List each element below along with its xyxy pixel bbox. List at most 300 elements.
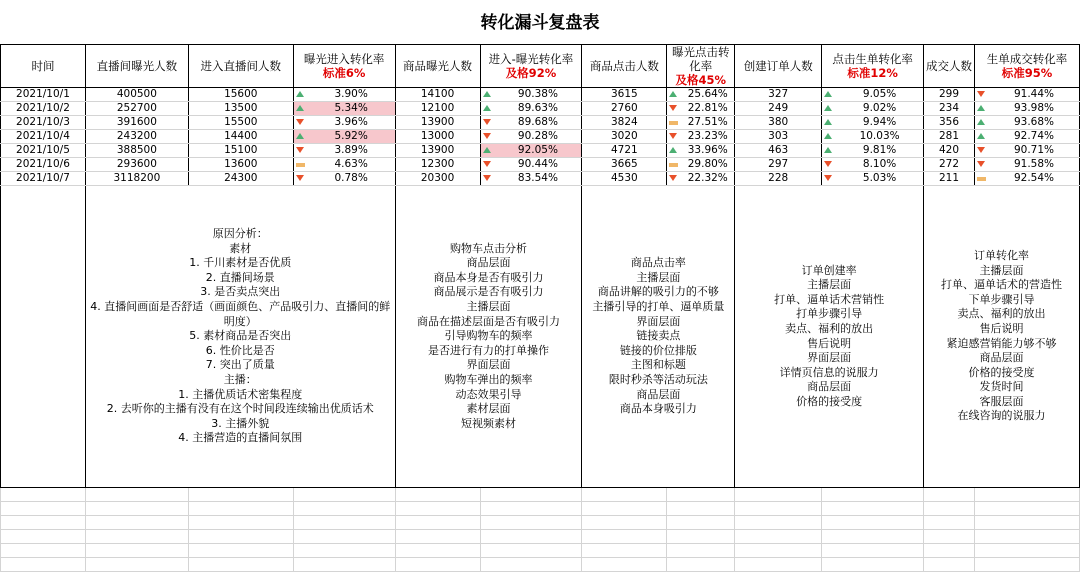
note-line: 详情页信息的说服力	[779, 365, 879, 379]
cell-click-rate[interactable]	[667, 130, 735, 144]
trend-down-icon	[977, 91, 985, 97]
trend-down-icon	[824, 175, 832, 181]
cell-exposure[interactable]: 400500	[85, 88, 188, 102]
header-exposure[interactable]: 直播间曝光人数	[85, 45, 188, 88]
cell-orders[interactable]: 228	[735, 172, 822, 186]
cell-order-rate[interactable]	[822, 102, 924, 116]
rate-value: 90.28%	[517, 130, 558, 142]
empty-cell[interactable]	[974, 488, 1079, 502]
rate-value: 89.63%	[517, 102, 558, 114]
rate-value: 9.02%	[862, 102, 897, 114]
cell-order-rate[interactable]	[822, 172, 924, 186]
empty-cell[interactable]	[480, 488, 582, 502]
empty-row	[1, 530, 1080, 544]
note-line: 打单、逼单话术的营造性	[941, 278, 1063, 292]
empty-cell[interactable]	[1, 516, 86, 530]
rate-value: 9.05%	[862, 88, 897, 100]
cell-exposure[interactable]: 3118200	[85, 172, 188, 186]
cell-deals[interactable]: 281	[924, 130, 975, 144]
empty-cell[interactable]	[735, 502, 822, 516]
trend-up-icon	[669, 147, 677, 153]
cell-goods-exposure[interactable]: 12100	[395, 102, 480, 116]
note-line: 商品在描述层面是否有吸引力	[417, 314, 560, 328]
note-line: 商品层面	[807, 380, 852, 394]
note-line: 素材	[229, 241, 252, 255]
note-line: 界面层面	[636, 314, 681, 328]
note-line: 打单步骤引导	[796, 307, 863, 321]
cell-orders[interactable]: 463	[735, 144, 822, 158]
empty-cell[interactable]	[924, 488, 975, 502]
cell-clicks[interactable]: 3665	[582, 158, 667, 172]
cell-exposure-enter-rate[interactable]	[293, 144, 395, 158]
trend-down-icon	[296, 175, 304, 181]
rate-value: 9.81%	[862, 144, 897, 156]
standard-label: 标准95%	[1001, 66, 1053, 80]
cell-exposure[interactable]: 391600	[85, 116, 188, 130]
note-line: 4. 主播营造的直播间氛围	[178, 431, 303, 445]
cell-goods-exposure[interactable]: 13900	[395, 144, 480, 158]
cell-date[interactable]: 2021/10/4	[1, 130, 86, 144]
cell-enter[interactable]: 13500	[188, 102, 293, 116]
note-line: 5. 素材商品是否突出	[189, 329, 292, 343]
cell-exposure[interactable]: 293600	[85, 158, 188, 172]
note-line: 是否进行有力的打单操作	[428, 343, 549, 357]
cell-clicks[interactable]: 3824	[582, 116, 667, 130]
cell-enter-exposure-rate[interactable]	[480, 158, 582, 172]
note-line: 素材层面	[466, 402, 511, 416]
empty-cell[interactable]	[924, 544, 975, 558]
standard-label: 标准12%	[847, 66, 898, 80]
cell-deal-rate[interactable]	[974, 88, 1079, 102]
table-row	[1, 130, 1080, 144]
rate-value: 91.44%	[1013, 88, 1055, 100]
cell-deal-rate[interactable]	[974, 130, 1079, 144]
cell-goods-exposure[interactable]: 13900	[395, 116, 480, 130]
empty-cell[interactable]	[924, 530, 975, 544]
rate-value: 93.68%	[1013, 116, 1055, 128]
cell-clicks[interactable]: 4721	[582, 144, 667, 158]
trend-up-icon	[824, 119, 832, 125]
cell-clicks[interactable]: 4530	[582, 172, 667, 186]
cell-order-rate[interactable]	[822, 144, 924, 158]
cell-deal-rate[interactable]	[974, 172, 1079, 186]
note-line: 2. 直播间场景	[205, 270, 275, 284]
note-line: 商品本身吸引力	[619, 402, 697, 416]
trend-flat-icon	[669, 163, 678, 167]
cell-exposure-enter-rate[interactable]	[293, 158, 395, 172]
note-line: 主播引导的打单、逼单质量	[592, 300, 725, 314]
cell-orders[interactable]: 249	[735, 102, 822, 116]
note-line: 商品层面	[636, 387, 681, 401]
empty-cell[interactable]	[1, 488, 86, 502]
cell-enter-exposure-rate[interactable]	[480, 88, 582, 102]
cell-deals[interactable]: 234	[924, 102, 975, 116]
funnel-table	[0, 44, 1080, 572]
rate-value: 0.78%	[334, 172, 368, 184]
cell-deals[interactable]: 299	[924, 88, 975, 102]
notes-blank[interactable]	[1, 186, 86, 488]
note-line: 6. 性价比是否	[205, 343, 275, 357]
note-line: 2. 去听你的主播有没有在这个时间段连续输出优质话术	[106, 402, 374, 416]
cell-orders[interactable]: 303	[735, 130, 822, 144]
trend-down-icon	[296, 119, 304, 125]
rate-value: 90.38%	[517, 88, 558, 100]
cell-enter[interactable]: 15600	[188, 88, 293, 102]
standard-label: 及格92%	[505, 66, 557, 80]
empty-cell[interactable]	[822, 558, 924, 572]
note-line: 4. 直播间画面是否舒适（画面颜色、产品吸引力、直播间的鲜明度）	[90, 300, 391, 328]
cell-deals[interactable]: 420	[924, 144, 975, 158]
empty-cell[interactable]	[395, 530, 480, 544]
note-line: 商品层面	[979, 351, 1024, 365]
trend-flat-icon	[669, 121, 678, 125]
rate-value: 83.54%	[517, 172, 558, 184]
note-line: 原因分析：	[212, 227, 268, 241]
empty-cell[interactable]	[822, 516, 924, 530]
cell-click-rate[interactable]	[667, 144, 735, 158]
empty-cell[interactable]	[822, 544, 924, 558]
cell-click-rate[interactable]	[667, 102, 735, 116]
empty-cell[interactable]	[85, 488, 188, 502]
note-line: 客服层面	[979, 394, 1024, 408]
cell-enter[interactable]: 24300	[188, 172, 293, 186]
trend-up-icon	[483, 91, 491, 97]
note-line: 购物车弹出的频率	[444, 372, 533, 386]
rate-value: 4.63%	[334, 158, 368, 170]
empty-cell[interactable]	[822, 530, 924, 544]
empty-cell[interactable]	[188, 516, 293, 530]
cell-exposure-enter-rate[interactable]	[293, 102, 395, 116]
notes-row	[1, 186, 1080, 488]
note-line: 7. 突出了质量	[205, 358, 275, 372]
empty-cell[interactable]	[1, 530, 86, 544]
cell-exposure-enter-rate[interactable]	[293, 172, 395, 186]
note-line: 商品讲解的吸引力的不够	[597, 285, 719, 299]
empty-cell[interactable]	[293, 558, 395, 572]
empty-row	[1, 544, 1080, 558]
cell-deal-rate[interactable]	[974, 102, 1079, 116]
rate-value: 5.03%	[862, 172, 897, 184]
cell-enter[interactable]: 15100	[188, 144, 293, 158]
empty-cell[interactable]	[480, 558, 582, 572]
empty-cell[interactable]	[735, 530, 822, 544]
cell-deals[interactable]: 356	[924, 116, 975, 130]
trend-up-icon	[296, 91, 304, 97]
cell-deal-rate[interactable]	[974, 158, 1079, 172]
trend-down-icon	[483, 161, 491, 167]
note-line: 动态效果引导	[455, 387, 522, 401]
note-line: 链接的价位排版	[619, 343, 697, 357]
table-row	[1, 88, 1080, 102]
trend-up-icon	[483, 147, 491, 153]
header-row	[1, 45, 1080, 88]
trend-down-icon	[483, 133, 491, 139]
empty-row	[1, 502, 1080, 516]
header-date[interactable]: 时间	[1, 45, 86, 88]
empty-cell[interactable]	[667, 530, 735, 544]
empty-cell[interactable]	[667, 544, 735, 558]
header-enter-exposure-rate[interactable]: 进入-曝光转化率 及格92%	[480, 45, 582, 88]
note-line: 订单创建率	[801, 263, 857, 277]
empty-cell[interactable]	[1, 502, 86, 516]
cell-orders[interactable]: 380	[735, 116, 822, 130]
cell-exposure-enter-rate[interactable]	[293, 88, 395, 102]
rate-value: 22.32%	[687, 172, 728, 184]
cell-clicks[interactable]: 3020	[582, 130, 667, 144]
cell-exposure-enter-rate[interactable]	[293, 116, 395, 130]
empty-cell[interactable]	[85, 502, 188, 516]
note-line: 3. 主播外貌	[211, 416, 270, 430]
note-line: 限时秒杀等活动玩法	[608, 372, 708, 386]
empty-cell[interactable]	[85, 530, 188, 544]
cell-order-rate[interactable]	[822, 130, 924, 144]
cell-clicks[interactable]: 2760	[582, 102, 667, 116]
cell-click-rate[interactable]	[667, 172, 735, 186]
trend-up-icon	[824, 147, 832, 153]
empty-cell[interactable]	[582, 544, 667, 558]
empty-cell[interactable]	[924, 558, 975, 572]
empty-cell[interactable]	[480, 544, 582, 558]
cell-exposure-enter-rate[interactable]	[293, 130, 395, 144]
empty-cell[interactable]	[480, 502, 582, 516]
note-line: 卖点、福利的放出	[785, 321, 874, 335]
rate-value: 25.64%	[687, 88, 728, 100]
cell-order-rate[interactable]	[822, 116, 924, 130]
empty-cell[interactable]	[735, 558, 822, 572]
empty-cell[interactable]	[667, 558, 735, 572]
table-row	[1, 144, 1080, 158]
note-line: 下单步骤引导	[968, 292, 1035, 306]
rate-value: 5.34%	[334, 102, 368, 114]
trend-up-icon	[296, 133, 304, 139]
rate-value: 9.94%	[862, 116, 897, 128]
cell-enter-exposure-rate[interactable]	[480, 130, 582, 144]
note-order-create-analysis[interactable]	[735, 186, 924, 488]
note-line: 1. 主播优质话术密集程度	[178, 387, 303, 401]
empty-cell[interactable]	[395, 558, 480, 572]
trend-up-icon	[977, 133, 985, 139]
empty-cell[interactable]	[293, 516, 395, 530]
empty-cell[interactable]	[735, 516, 822, 530]
note-click-analysis[interactable]	[582, 186, 735, 488]
rate-value: 5.92%	[334, 130, 368, 142]
cell-deal-rate[interactable]	[974, 144, 1079, 158]
empty-cell[interactable]	[667, 488, 735, 502]
note-line: 紧迫感营销能力够不够	[946, 336, 1057, 350]
trend-down-icon	[977, 147, 985, 153]
trend-up-icon	[824, 91, 832, 97]
trend-up-icon	[824, 133, 832, 139]
note-line: 打单、逼单话术营销性	[774, 292, 885, 306]
rate-value: 90.44%	[517, 158, 558, 170]
cell-order-rate[interactable]	[822, 158, 924, 172]
rate-value: 27.51%	[687, 116, 728, 128]
note-cart-analysis[interactable]	[395, 186, 582, 488]
rate-value: 90.71%	[1013, 144, 1055, 156]
empty-cell[interactable]	[582, 516, 667, 530]
header-clicks[interactable]: 商品点击人数	[582, 45, 667, 88]
empty-cell[interactable]	[293, 530, 395, 544]
empty-cell[interactable]	[667, 502, 735, 516]
rate-value: 23.23%	[687, 130, 728, 142]
rate-value: 89.68%	[517, 116, 558, 128]
note-line: 界面层面	[807, 351, 852, 365]
note-line: 短视频素材	[461, 416, 516, 430]
empty-cell[interactable]	[582, 530, 667, 544]
note-order-conv-analysis[interactable]	[924, 186, 1080, 488]
empty-cell[interactable]	[395, 502, 480, 516]
cell-click-rate[interactable]	[667, 88, 735, 102]
empty-cell[interactable]	[582, 502, 667, 516]
cell-orders[interactable]: 327	[735, 88, 822, 102]
note-line: 商品展示是否有吸引力	[433, 285, 544, 299]
cell-exposure[interactable]: 243200	[85, 130, 188, 144]
empty-cell[interactable]	[188, 488, 293, 502]
trend-up-icon	[977, 119, 985, 125]
sheet-title: 转化漏斗复盘表	[480, 13, 600, 33]
trend-down-icon	[296, 147, 304, 153]
note-line: 3. 是否卖点突出	[200, 285, 281, 299]
note-exposure-analysis[interactable]	[85, 186, 395, 488]
rate-value: 92.05%	[517, 144, 558, 156]
cell-date[interactable]: 2021/10/6	[1, 158, 86, 172]
cell-enter[interactable]: 13600	[188, 158, 293, 172]
rate-value: 91.58%	[1013, 158, 1055, 170]
empty-cell[interactable]	[822, 502, 924, 516]
note-line: 1. 千川素材是否优质	[189, 256, 292, 270]
cell-enter[interactable]: 14400	[188, 130, 293, 144]
empty-cell[interactable]	[395, 516, 480, 530]
note-line: 引导购物车的频率	[444, 329, 533, 343]
empty-cell[interactable]	[974, 502, 1079, 516]
note-line: 主播层面	[466, 300, 511, 314]
empty-cell[interactable]	[924, 502, 975, 516]
trend-flat-icon	[977, 177, 986, 181]
cell-exposure[interactable]: 388500	[85, 144, 188, 158]
empty-cell[interactable]	[735, 544, 822, 558]
empty-cell[interactable]	[85, 544, 188, 558]
empty-cell[interactable]	[85, 516, 188, 530]
cell-deal-rate[interactable]	[974, 116, 1079, 130]
empty-cell[interactable]	[974, 516, 1079, 530]
standard-label: 标准6%	[322, 66, 366, 80]
empty-cell[interactable]	[974, 558, 1079, 572]
trend-up-icon	[824, 105, 832, 111]
empty-cell[interactable]	[582, 558, 667, 572]
cell-goods-exposure[interactable]: 14100	[395, 88, 480, 102]
cell-orders[interactable]: 297	[735, 158, 822, 172]
empty-cell[interactable]	[582, 488, 667, 502]
cell-clicks[interactable]: 3615	[582, 88, 667, 102]
trend-up-icon	[977, 105, 985, 111]
rate-value: 22.81%	[687, 102, 728, 114]
empty-cell[interactable]	[293, 502, 395, 516]
trend-up-icon	[483, 105, 491, 111]
cell-goods-exposure[interactable]: 13000	[395, 130, 480, 144]
table-row	[1, 116, 1080, 130]
cell-goods-exposure[interactable]: 12300	[395, 158, 480, 172]
cell-date[interactable]: 2021/10/5	[1, 144, 86, 158]
empty-cell[interactable]	[188, 530, 293, 544]
empty-cell[interactable]	[480, 516, 582, 530]
cell-enter[interactable]: 15500	[188, 116, 293, 130]
empty-cell[interactable]	[667, 516, 735, 530]
empty-cell[interactable]	[293, 488, 395, 502]
empty-cell[interactable]	[735, 488, 822, 502]
header-deal-rate[interactable]: 生单成交转化率 标准95%	[974, 45, 1079, 88]
trend-up-icon	[296, 105, 304, 111]
header-orders[interactable]: 创建订单人数	[735, 45, 822, 88]
note-line: 订单转化率	[974, 248, 1030, 262]
empty-cell[interactable]	[395, 544, 480, 558]
cell-enter-exposure-rate[interactable]	[480, 102, 582, 116]
cell-enter-exposure-rate[interactable]	[480, 116, 582, 130]
cell-click-rate[interactable]	[667, 116, 735, 130]
header-click-rate[interactable]: 曝光点击转化率 及格45%	[667, 45, 735, 88]
empty-cell[interactable]	[822, 488, 924, 502]
empty-cell[interactable]	[1, 558, 86, 572]
cell-date[interactable]: 2021/10/7	[1, 172, 86, 186]
note-line: 商品本身是否有吸引力	[433, 270, 544, 284]
cell-order-rate[interactable]	[822, 88, 924, 102]
empty-cell[interactable]	[85, 558, 188, 572]
note-line: 主播层面	[807, 278, 852, 292]
empty-cell[interactable]	[188, 558, 293, 572]
note-line: 卖点、福利的放出	[957, 307, 1046, 321]
empty-cell[interactable]	[974, 544, 1079, 558]
empty-cell[interactable]	[974, 530, 1079, 544]
empty-cell[interactable]	[395, 488, 480, 502]
table-row	[1, 102, 1080, 116]
cell-enter-exposure-rate[interactable]	[480, 172, 582, 186]
empty-cell[interactable]	[1, 544, 86, 558]
note-line: 发货时间	[979, 380, 1024, 394]
rate-value: 92.54%	[1013, 172, 1055, 184]
rate-value: 3.89%	[334, 144, 368, 156]
cell-click-rate[interactable]	[667, 158, 735, 172]
trend-down-icon	[483, 119, 491, 125]
cell-enter-exposure-rate[interactable]	[480, 144, 582, 158]
cell-goods-exposure[interactable]: 20300	[395, 172, 480, 186]
rate-value: 92.74%	[1013, 130, 1055, 142]
header-deals[interactable]: 成交人数	[924, 45, 975, 88]
cell-date[interactable]: 2021/10/1	[1, 88, 86, 102]
trend-down-icon	[977, 161, 985, 167]
header-enter[interactable]: 进入直播间人数	[188, 45, 293, 88]
empty-cell[interactable]	[188, 544, 293, 558]
empty-cell[interactable]	[293, 544, 395, 558]
note-line: 主图和标题	[630, 358, 686, 372]
note-line: 主播层面	[979, 263, 1024, 277]
trend-down-icon	[669, 105, 677, 111]
trend-down-icon	[669, 133, 677, 139]
empty-cell[interactable]	[480, 530, 582, 544]
empty-cell[interactable]	[924, 516, 975, 530]
rate-value: 3.96%	[334, 116, 368, 128]
cell-date[interactable]: 2021/10/2	[1, 102, 86, 116]
note-line: 购物车点击分析	[450, 241, 527, 255]
cell-date[interactable]: 2021/10/3	[1, 116, 86, 130]
standard-label: 及格45%	[675, 73, 727, 87]
header-exposure-enter-rate[interactable]: 曝光进入转化率 标准6%	[293, 45, 395, 88]
empty-row	[1, 558, 1080, 572]
header-goods-exposure[interactable]: 商品曝光人数	[395, 45, 480, 88]
cell-deals[interactable]: 272	[924, 158, 975, 172]
cell-deals[interactable]: 211	[924, 172, 975, 186]
cell-exposure[interactable]: 252700	[85, 102, 188, 116]
header-order-rate[interactable]: 点击生单转化率 标准12%	[822, 45, 924, 88]
empty-cell[interactable]	[188, 502, 293, 516]
